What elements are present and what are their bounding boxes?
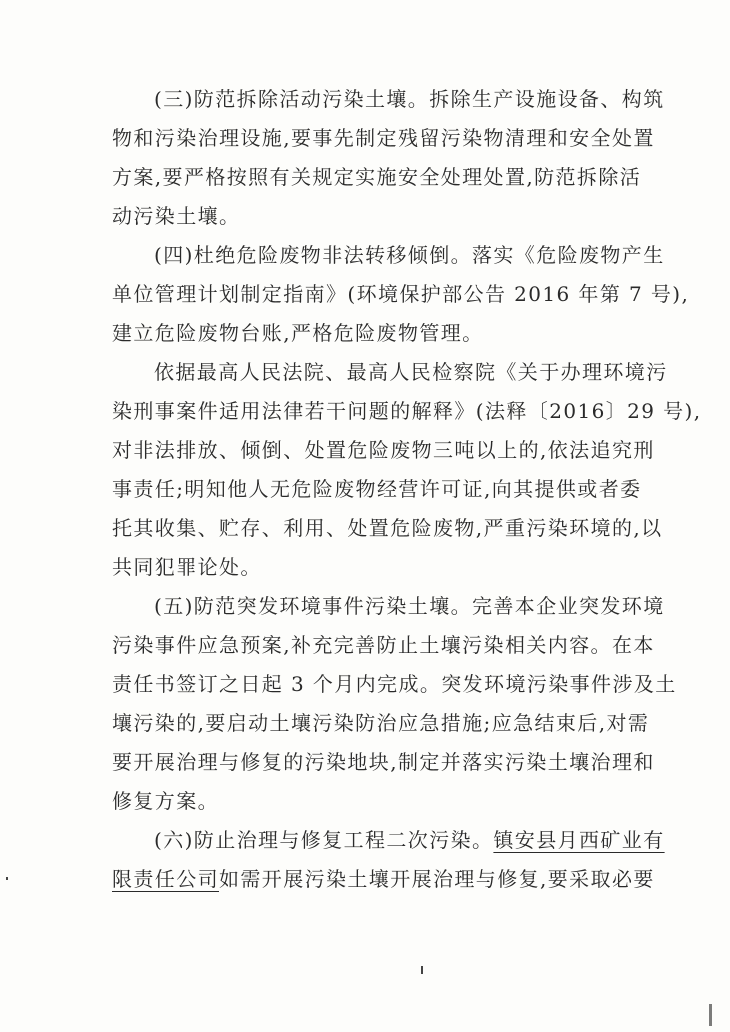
company-name-underlined: 镇安县月西矿业有 [493,828,665,852]
paragraph-line: 修复方案。 [112,789,219,813]
paragraph-line: 染刑事案件适用法律若干问题的解释》(法释〔2016〕29 号), [112,399,702,423]
scan-mark [421,966,423,974]
paragraph-line: 污染事件应急预案,补充完善防止土壤污染相关内容。在本 [112,633,655,657]
paragraph-line: (四)杜绝危险废物非法转移倾倒。落实《危险废物产生 [154,243,665,267]
scan-mark [6,877,8,880]
scan-mark [709,1004,712,1026]
paragraph-line: 物和污染治理设施,要事先制定残留污染物清理和安全处置 [112,126,655,150]
paragraph-line: 动污染土壤。 [112,204,241,228]
paragraph-line: 对非法排放、倾倒、处置危险废物三吨以上的,依法追究刑 [112,438,655,462]
company-name-underlined: 限责任公司 [112,867,219,891]
paragraph-line [112,821,665,860]
paragraph-line: 依据最高人民法院、最高人民检察院《关于办理环境污 [154,360,668,384]
paragraph-line: (五)防范突发环境事件污染土壤。完善本企业突发环境 [154,594,665,618]
paragraph-line: 事责任;明知他人无危险废物经营许可证,向其提供或者委 [112,477,642,501]
paragraph-line: 托其收集、贮存、利用、处置危险废物,严重污染环境的,以 [112,516,663,540]
document-body [112,80,702,899]
section-heading-text: (六)防止治理与修复工程二次污染。 [154,828,494,852]
paragraph-line: 建立危险废物台账,严格危险废物管理。 [112,321,484,345]
paragraph-line: 责任书签订之日起 3 个月内完成。突发环境污染事件涉及土 [112,672,677,696]
paragraph-line: 壤污染的,要启动土壤污染防治应急措施;应急结束后,对需 [112,711,650,735]
paragraph-line: 共同犯罪论处。 [112,555,262,579]
paragraph-line: 方案,要严格按照有关规定实施安全处理处置,防范拆除活 [112,165,642,189]
paragraph-line: (三)防范拆除活动污染土壤。拆除生产设施设备、构筑 [154,87,665,111]
paragraph-line [112,860,655,899]
paragraph-line: 单位管理计划制定指南》(环境保护部公告 2016 年第 7 号), [112,282,690,306]
paragraph-text: 如需开展污染土壤开展治理与修复,要采取必要 [219,867,655,891]
paragraph-line: 要开展治理与修复的污染地块,制定并落实污染土壤治理和 [112,750,655,774]
